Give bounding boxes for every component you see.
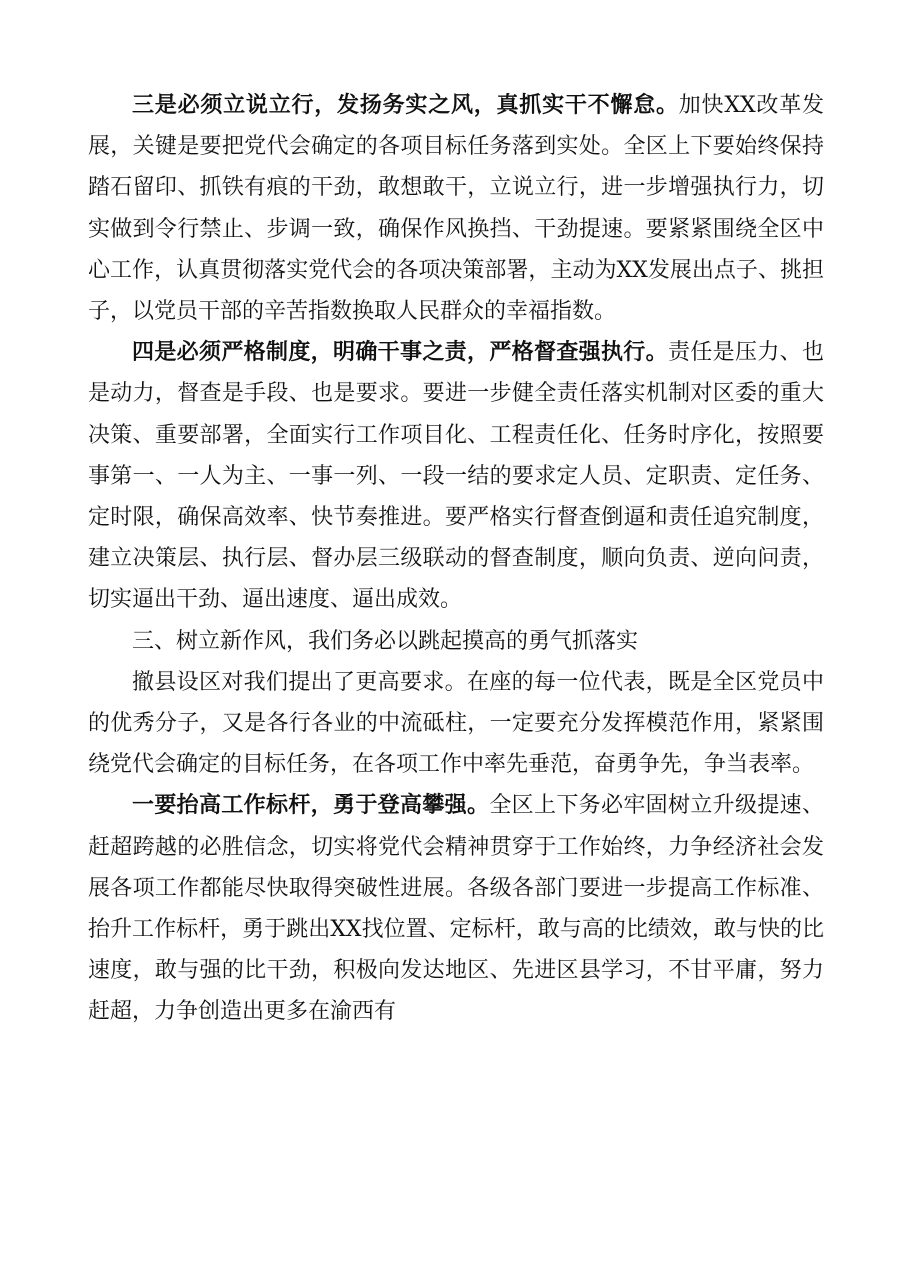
- section-heading: 三、树立新作风，我们务必以跳起摸高的勇气抓落实: [132, 628, 639, 654]
- document-page: [88, 85, 824, 1033]
- paragraph-intro: [88, 662, 824, 786]
- paragraph-lead: 一要抬高工作标杆，勇于登高攀强。: [132, 792, 490, 819]
- paragraph-body: 撤县设区对我们提出了更高要求。在座的每一位代表，既是全区党员中的优秀分子，又是各行各业的中流砥柱，一定要充分发挥模范作用，紧紧围绕党代会确定的目标任务，在各项工作中率先垂范，奋勇争先，争当表率。: [88, 669, 824, 778]
- paragraph-three-must: [88, 85, 824, 332]
- paragraph-lead: 四是必须严格制度，明确干事之责，严格督查强执行。: [132, 339, 668, 366]
- paragraph-lead: 三是必须立说立行，发扬务实之风，真抓实干不懈怠。: [132, 92, 679, 118]
- paragraph-one-must: [88, 785, 824, 1032]
- paragraph-body: 责任是压力、也是动力，督查是手段、也是要求。要进一步健全责任落实机制对区委的重大决策、重要部署，全面实行工作项目化、工程责任化、任务时序化，按照要事第一、一人为主、一事一列、一段一结的要求定人员、定职责、定任务、定时限，确保高效率、快节奏推进。要严格实行督查倒逼和责任追究制度，建立决策层、执行层、督办层三级联动的督查制度，顺向负责、逆向问责，切实逼出干劲、逼出速度、逼出成效。: [88, 340, 824, 613]
- paragraph-four-must: [88, 332, 824, 620]
- paragraph-body: 加快XX改革发展，关键是要把党代会确定的各项目标任务落到实处。全区上下要始终保持踏石留印、抓铁有痕的干劲，敢想敢干，立说立行，进一步增强执行力，切实做到令行禁止、步调一致，确保作风换挡、干劲提速。要紧紧围绕全区中心工作，认真贯彻落实党代会的各项决策部署，主动为XX发展出点子、挑担子，以党员干部的辛苦指数换取人民群众的幸福指数。: [88, 93, 824, 325]
- paragraph-body: 全区上下务必牢固树立升级提速、赶超跨越的必胜信念，切实将党代会精神贯穿于工作始终，力争经济社会发展各项工作都能尽快取得突破性进展。各级各部门要进一步提高工作标准、抬升工作标杆，勇于跳出XX找位置、定标杆，敢与高的比绩效，敢与快的比速度，敢与强的比干劲，积极向发达地区、先进区县学习，不甘平庸，努力赶超，力争创造出更多在渝西有: [88, 793, 824, 1025]
